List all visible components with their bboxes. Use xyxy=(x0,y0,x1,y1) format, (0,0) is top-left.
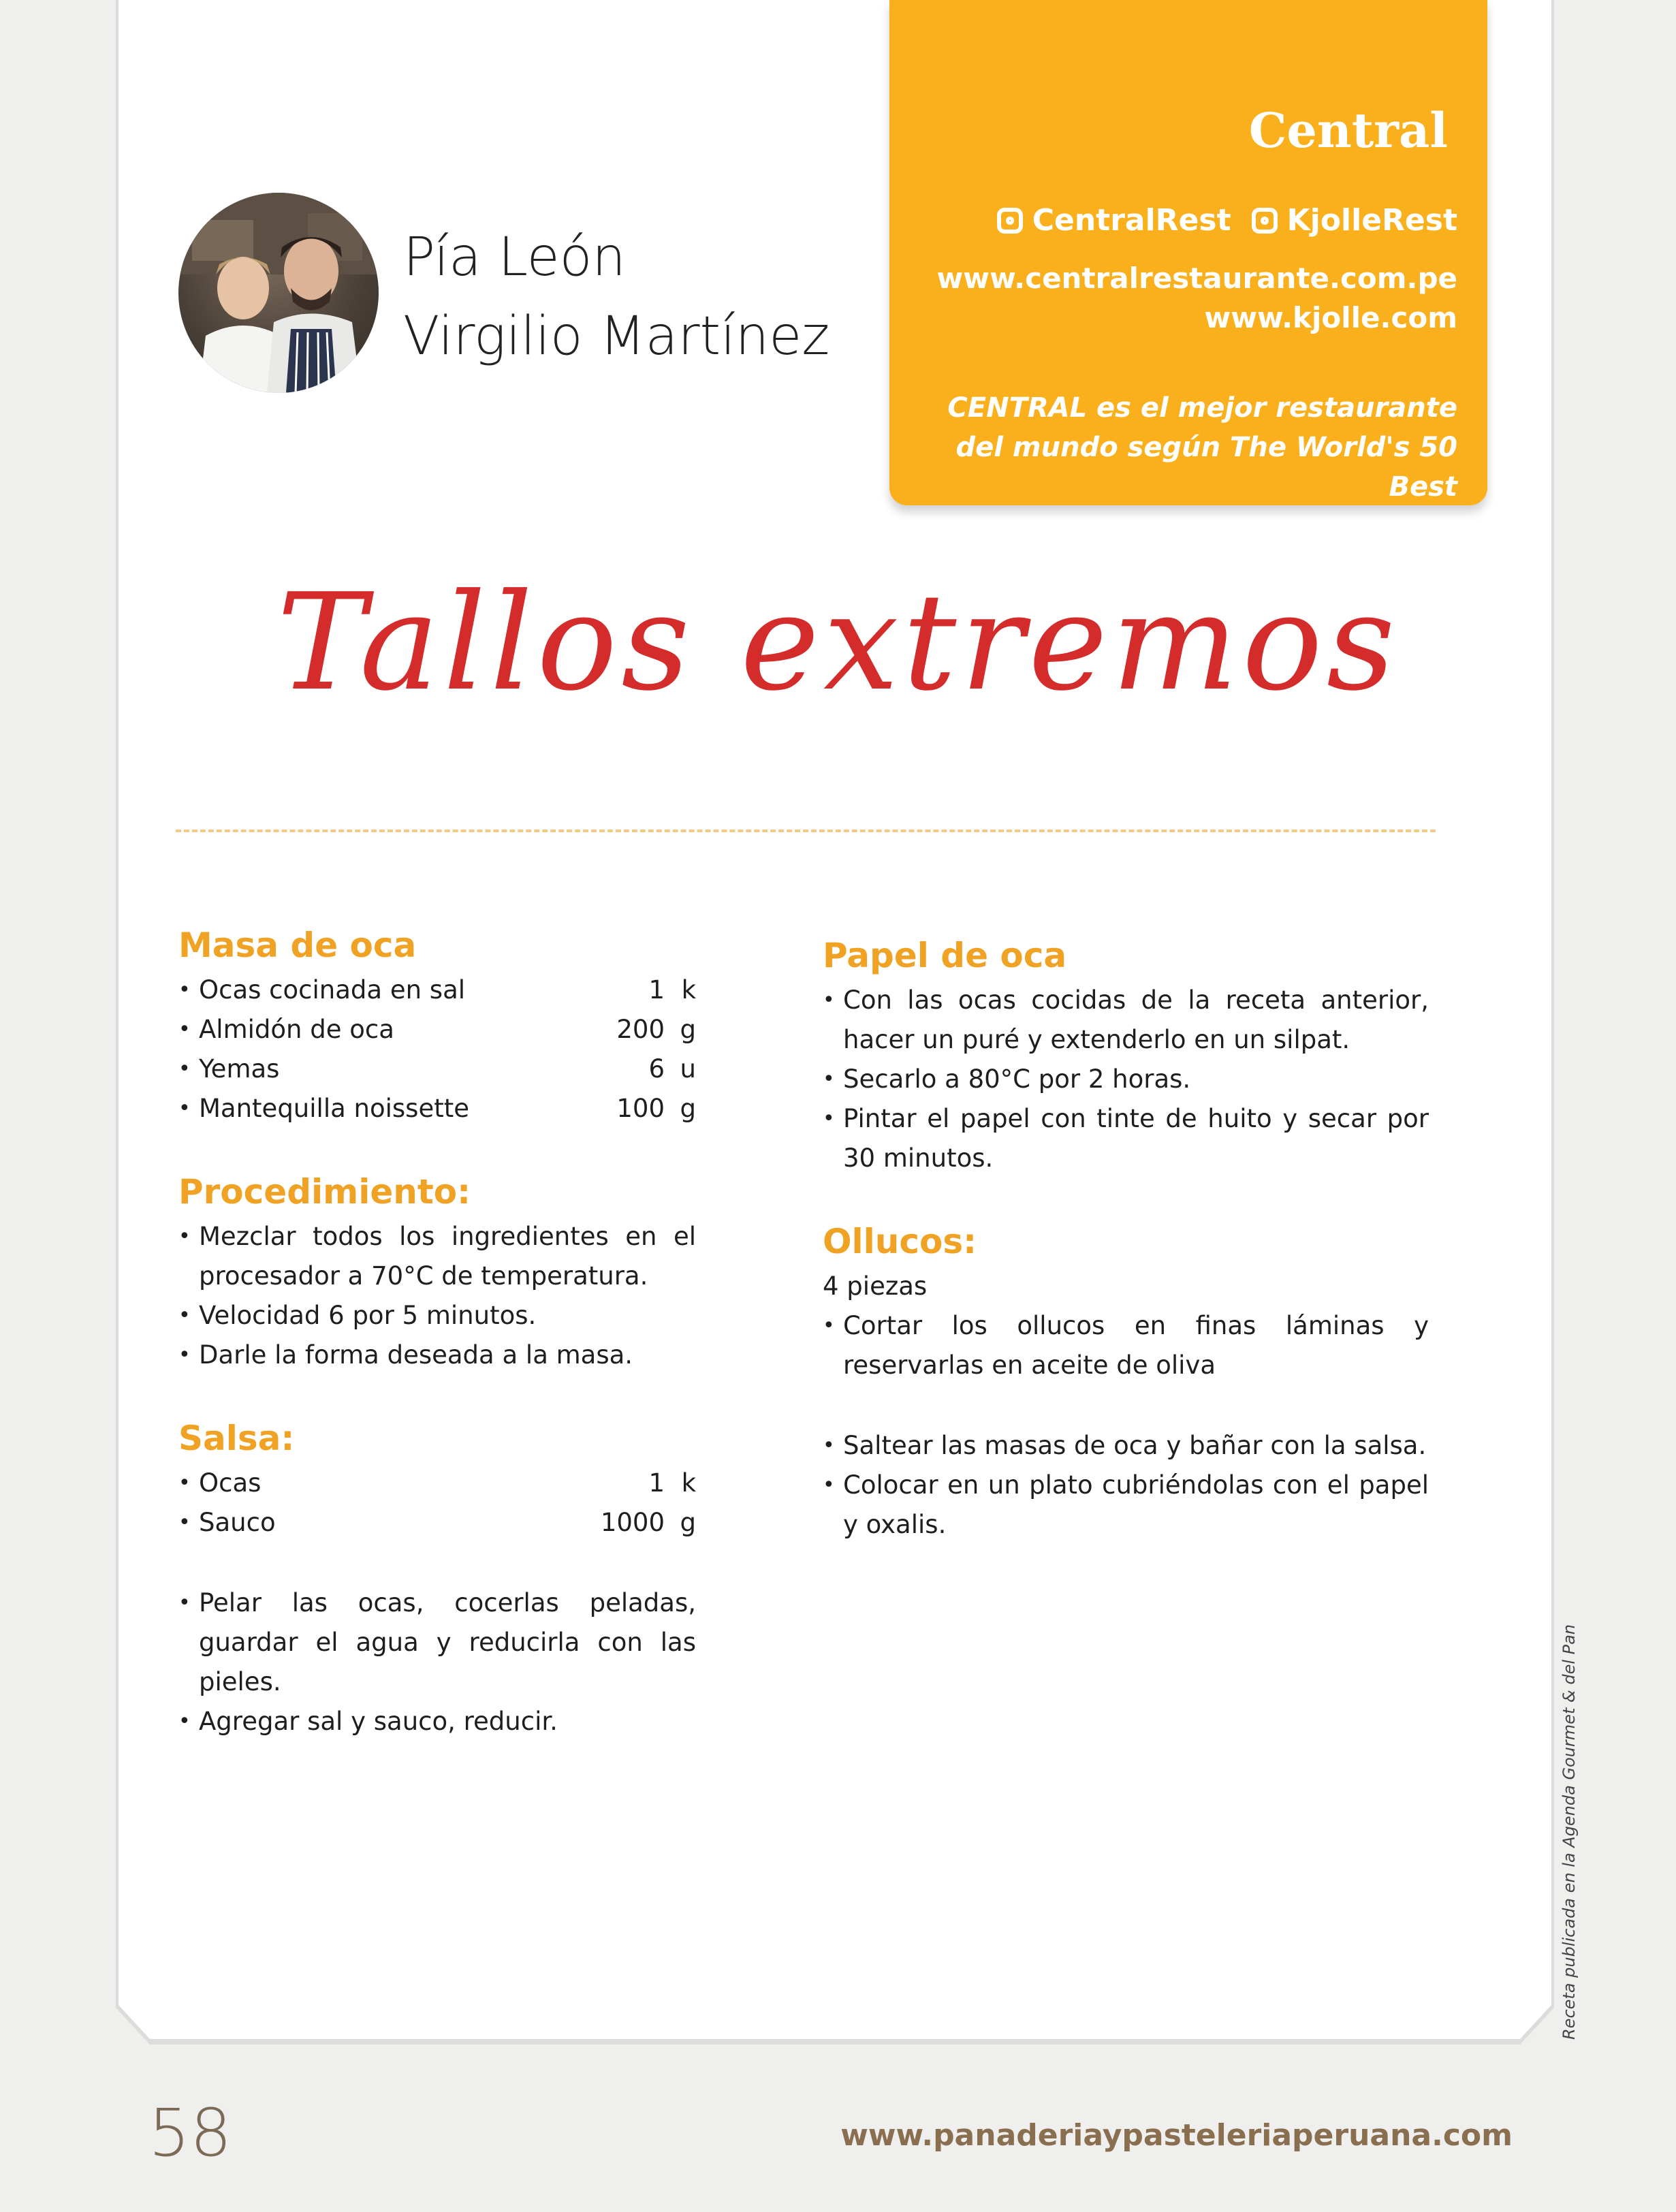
step-item xyxy=(823,981,1429,1060)
step-item xyxy=(178,1336,696,1375)
ingredient-unit: u xyxy=(680,1054,696,1084)
bullet: • xyxy=(178,1591,191,1615)
spacer xyxy=(178,1375,696,1416)
ingredient-qty: 6 xyxy=(648,1054,665,1084)
bullet: • xyxy=(178,978,191,1002)
papel-steps xyxy=(823,981,1429,1178)
left-column xyxy=(178,923,696,1741)
chefs-photo-illustration xyxy=(178,193,379,393)
step-item xyxy=(823,1060,1429,1099)
website-kjolle[interactable]: www.kjolle.com xyxy=(1204,301,1457,334)
ingredient-name: Sauco xyxy=(199,1508,276,1537)
bullet: • xyxy=(823,1434,835,1457)
footer-website[interactable]: www.panaderiaypasteleriaperuana.com xyxy=(840,2118,1513,2153)
masa-heading: Masa de oca xyxy=(178,926,417,965)
step-item xyxy=(178,1702,696,1741)
ingredient-unit: g xyxy=(680,1508,696,1537)
ingredient-name: Ocas xyxy=(199,1468,262,1498)
bullet: • xyxy=(823,1314,835,1338)
salsa-heading: Salsa: xyxy=(178,1419,295,1458)
spacer xyxy=(823,1178,1429,1219)
step-text: Pelar las ocas, cocerlas peladas, guardar el agua y reducirla con las pieles. xyxy=(199,1588,696,1696)
chefs-photo xyxy=(178,193,379,393)
bullet: • xyxy=(823,1107,835,1131)
step-text: Con las ocas cocidas de la receta anterior, hacer un puré y extenderlo en un silpat. xyxy=(843,985,1429,1054)
step-item xyxy=(823,1466,1429,1545)
step-text: Pintar el papel con tinte de huito y secar por 30 minutos. xyxy=(843,1104,1429,1173)
ingredient-row xyxy=(178,970,696,1010)
spacer xyxy=(823,1385,1429,1426)
bullet: • xyxy=(178,1304,191,1327)
ingredient-qty: 1 xyxy=(648,1468,665,1498)
chef-names xyxy=(403,218,829,376)
ingredient-unit: k xyxy=(681,975,696,1005)
ingredient-qty: 1 xyxy=(648,975,665,1005)
dashed-divider xyxy=(176,830,1436,832)
step-text: Mezclar todos los ingredientes en el procesador a 70°C de temperatura. xyxy=(199,1222,696,1291)
chef-name-2: Virgilio Martínez xyxy=(403,306,830,367)
bullet: • xyxy=(823,988,835,1012)
step-text: Darle la forma deseada a la masa. xyxy=(199,1340,633,1370)
tagline-line-2: del mundo según The World's 50 Best xyxy=(955,432,1457,503)
step-item xyxy=(178,1296,696,1336)
step-text: Secarlo a 80°C por 2 horas. xyxy=(843,1064,1191,1094)
ingredient-name: Ocas cocinada en sal xyxy=(199,975,466,1005)
tagline-line-1: CENTRAL es el mejor restaurante xyxy=(947,392,1457,424)
ingredient-qty: 200 xyxy=(616,1015,665,1044)
ollucos-heading: Ollucos: xyxy=(823,1222,977,1261)
ingredient-name: Almidón de oca xyxy=(199,1015,394,1044)
step-text: Saltear las masas de oca y bañar con la salsa. xyxy=(843,1431,1427,1460)
instagram-handle-central: CentralRest xyxy=(1032,203,1231,238)
ingredient-qty: 100 xyxy=(616,1094,665,1123)
recipe-title: Tallos extremos xyxy=(276,565,1400,721)
bullet: • xyxy=(823,1473,835,1497)
social-handles xyxy=(997,203,1457,238)
instagram-handle-kjolle: KjolleRest xyxy=(1286,203,1457,238)
step-item xyxy=(823,1306,1429,1385)
instagram-icon xyxy=(997,208,1023,234)
award-tagline xyxy=(889,388,1457,507)
salsa-steps xyxy=(178,1583,696,1741)
ingredient-unit: k xyxy=(681,1468,696,1498)
spacer xyxy=(178,1543,696,1583)
ingredient-row xyxy=(178,1010,696,1049)
ingredient-row xyxy=(178,1464,696,1503)
step-item xyxy=(823,1426,1429,1466)
instagram-icon xyxy=(1252,208,1278,234)
procedimiento-heading: Procedimiento: xyxy=(178,1172,471,1212)
ingredient-qty: 1000 xyxy=(600,1508,665,1537)
papel-heading: Papel de oca xyxy=(823,936,1067,975)
chef-name-1: Pía León xyxy=(403,227,626,288)
page-number: 58 xyxy=(148,2095,232,2171)
bullet: • xyxy=(178,1343,191,1367)
procedimiento-steps xyxy=(178,1217,696,1375)
bullet: • xyxy=(178,1709,191,1733)
spacer xyxy=(178,1128,696,1169)
websites xyxy=(937,259,1458,338)
masa-ingredients xyxy=(178,970,696,1128)
bullet: • xyxy=(178,1224,191,1248)
right-column xyxy=(823,933,1429,1545)
bullet: • xyxy=(178,1057,191,1081)
ollucos-steps xyxy=(823,1306,1429,1385)
instagram-kjolle[interactable] xyxy=(1252,203,1457,238)
restaurant-name: Central xyxy=(1248,102,1448,159)
ingredient-row xyxy=(178,1049,696,1089)
ingredient-name: Mantequilla noissette xyxy=(199,1094,469,1123)
ingredient-name: Yemas xyxy=(199,1054,280,1084)
ingredient-row xyxy=(178,1089,696,1128)
side-credit: Receta publicada en la Agenda Gourmet & del Pan xyxy=(1560,1624,1579,2040)
restaurant-info-box xyxy=(889,0,1487,505)
step-item xyxy=(178,1583,696,1702)
website-central[interactable]: www.centralrestaurante.com.pe xyxy=(936,262,1457,295)
ollucos-amount: 4 piezas xyxy=(823,1271,928,1301)
ingredient-unit: g xyxy=(680,1015,696,1044)
step-text: Velocidad 6 por 5 minutos. xyxy=(199,1301,537,1330)
bullet: • xyxy=(178,1471,191,1495)
step-item xyxy=(178,1217,696,1296)
bullet: • xyxy=(823,1067,835,1091)
instagram-central[interactable] xyxy=(997,203,1231,238)
ingredient-unit: g xyxy=(680,1094,696,1123)
ingredient-row xyxy=(178,1503,696,1543)
bullet: • xyxy=(178,1096,191,1120)
step-text: Cortar los ollucos en finas láminas y reservarlas en aceite de oliva xyxy=(843,1311,1429,1380)
step-text: Agregar sal y sauco, reducir. xyxy=(199,1707,558,1736)
final-steps xyxy=(823,1426,1429,1545)
bullet: • xyxy=(178,1017,191,1041)
salsa-ingredients xyxy=(178,1464,696,1543)
step-text: Colocar en un plato cubriéndolas con el papel y oxalis. xyxy=(843,1470,1429,1539)
bullet: • xyxy=(178,1511,191,1534)
step-item xyxy=(823,1099,1429,1178)
